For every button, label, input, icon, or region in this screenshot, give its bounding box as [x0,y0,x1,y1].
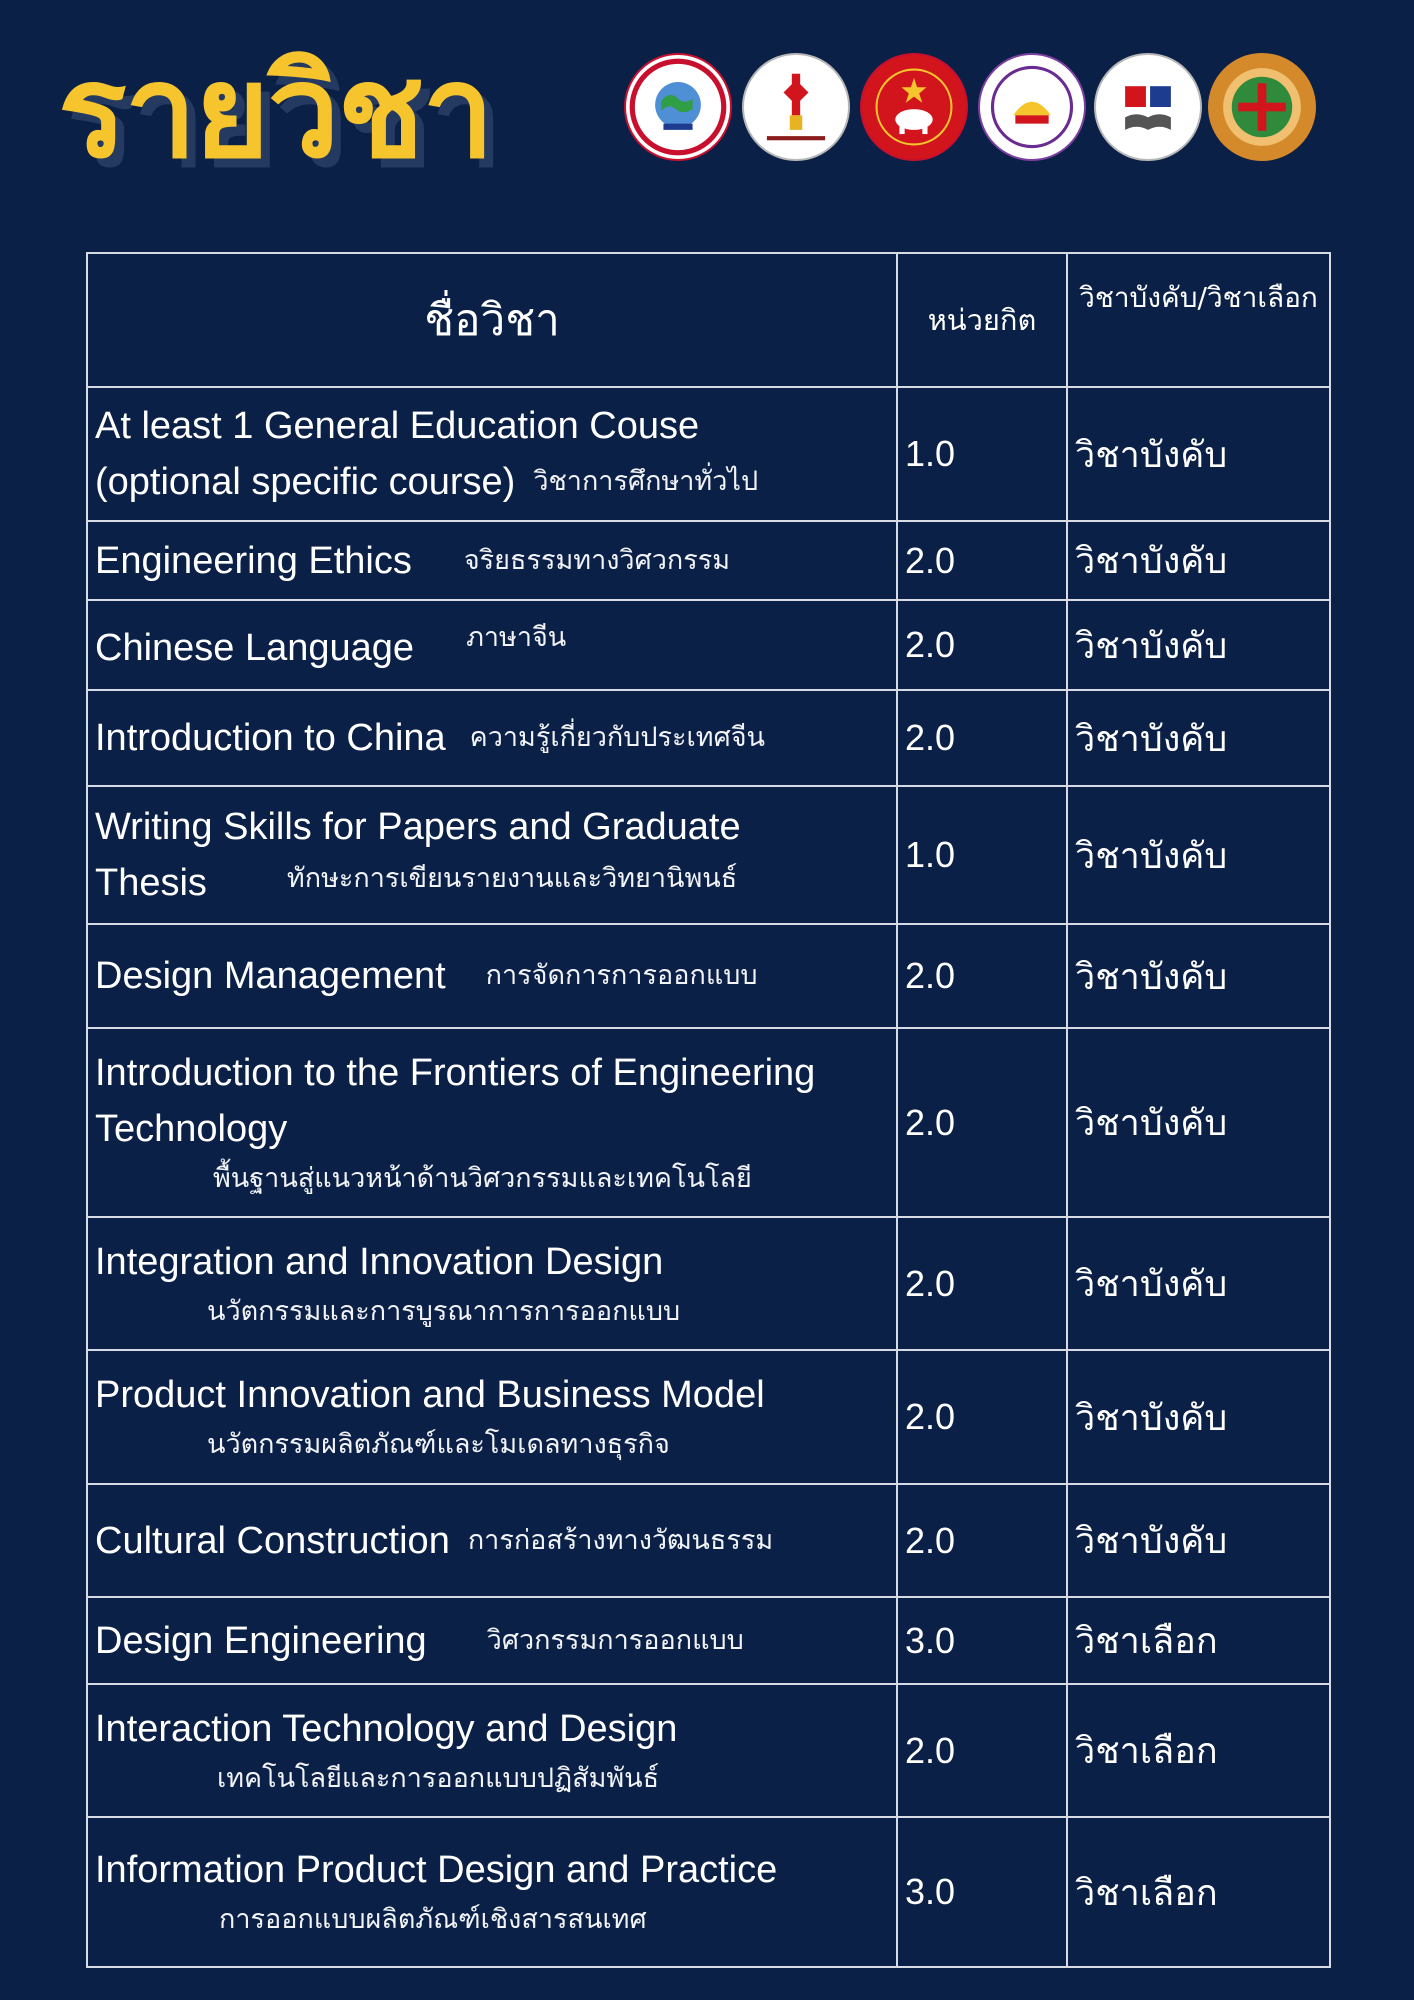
table-row [87,521,1330,600]
course-name-en: Engineering Ethics [95,539,412,582]
course-name-cell [87,387,897,521]
table-row [87,1028,1330,1217]
credits-cell: 3.0 [897,1597,1067,1684]
table-header-row [87,253,1330,387]
course-name-en: At least 1 General Education Couse [95,405,700,447]
course-type-cell: วิชาบังคับ [1067,1350,1330,1484]
course-name-cell [87,1028,897,1217]
course-name-en: Introduction to the Frontiers of Engineering [95,1051,816,1094]
course-name-th: จริยธรรมทางวิศวกรรม [463,544,731,576]
credits-cell: 2.0 [897,924,1067,1028]
course-name-cell [87,1350,897,1484]
table-row [87,387,1330,521]
course-name-cell [87,1817,897,1967]
course-name-cell [87,600,897,690]
credits-cell: 1.0 [897,387,1067,521]
course-name-th: พื้นฐานสู่แนวหน้าด้านวิศวกรรมและเทคโนโลยี [213,1162,752,1194]
course-name-th: การออกแบบผลิตภัณฑ์เชิงสารสนเทศ [219,1904,647,1935]
course-type-cell: วิชาบังคับ [1067,1484,1330,1597]
table-row [87,600,1330,690]
credits-cell: 2.0 [897,1684,1067,1817]
course-name-en: Introduction to China [95,717,446,759]
logo-thai-china-education-group [742,53,850,161]
course-name-th: เทคโนโลยีและการออกแบบปฏิสัมพันธ์ [217,1762,660,1794]
table-row [87,1217,1330,1350]
course-name-cell [87,690,897,786]
course-name-en: (optional specific course) [95,461,516,503]
course-name-th: ภาษาจีน [466,621,567,653]
course-name-en: Technology [95,1107,288,1150]
course-name-cell [87,1484,897,1597]
course-name-en: Thesis [95,862,207,904]
header-course-name: ชื่อวิชา [87,253,897,387]
credits-cell: 1.0 [897,786,1067,924]
course-name-cell [87,1684,897,1817]
table-row [87,786,1330,924]
logo-school-emblem [1094,53,1202,161]
header-credits: หน่วยกิต [897,253,1067,387]
course-type-cell: วิชาบังคับ [1067,387,1330,521]
course-name-cell [87,924,897,1028]
table-row [87,1817,1330,1967]
header-course-type: วิชาบังคับ/วิชาเลือก [1067,253,1330,387]
credits-cell: 2.0 [897,1484,1067,1597]
course-name-cell [87,786,897,924]
course-type-cell: วิชาเลือก [1067,1597,1330,1684]
course-name-en: Cultural Construction [95,1519,450,1562]
course-type-cell: วิชาบังคับ [1067,690,1330,786]
page-title: รายวิชา [58,38,493,187]
course-name-th: การก่อสร้างทางวัฒนธรรม [467,1524,774,1556]
table-row [87,1350,1330,1484]
logo-gear-emblem [1208,53,1316,161]
table-row [87,1684,1330,1817]
course-name-en: Design Engineering [95,1619,427,1662]
logo-elephant-association [860,53,968,161]
course-type-cell: วิชาบังคับ [1067,1028,1330,1217]
course-name-en: Information Product Design and Practice [95,1849,778,1891]
table-row [87,924,1330,1028]
credits-cell: 2.0 [897,1217,1067,1350]
course-type-cell: วิชาบังคับ [1067,1217,1330,1350]
course-type-cell: วิชาบังคับ [1067,521,1330,600]
credits-cell: 3.0 [897,1817,1067,1967]
course-table [86,252,1331,1968]
table-row [87,1597,1330,1684]
course-name-cell [87,521,897,600]
course-type-cell: วิชาบังคับ [1067,786,1330,924]
table-row [87,690,1330,786]
credits-cell: 2.0 [897,690,1067,786]
course-name-th: นวัตกรรมและการบูรณาการการออกแบบ [207,1295,681,1327]
course-name-en: Design Management [95,955,446,997]
table-row [87,1484,1330,1597]
course-name-en: Integration and Innovation Design [95,1240,664,1283]
course-name-th: ทักษะการเขียนรายงานและวิทยานิพนธ์ [286,863,738,894]
logo-thai-chinese-commerce-association [978,53,1086,161]
course-type-cell: วิชาบังคับ [1067,924,1330,1028]
course-name-th: ความรู้เกี่ยวกับประเทศจีน [469,722,765,753]
credits-cell: 2.0 [897,1028,1067,1217]
logo-thai-alumni-association [624,53,732,161]
course-type-cell: วิชาบังคับ [1067,600,1330,690]
course-name-cell [87,1597,897,1684]
course-name-en: Product Innovation and Business Model [95,1374,765,1416]
credits-cell: 2.0 [897,600,1067,690]
course-type-cell: วิชาเลือก [1067,1684,1330,1817]
course-name-en: Chinese Language [95,626,415,669]
course-name-th: การจัดการการออกแบบ [485,960,758,991]
credits-cell: 2.0 [897,521,1067,600]
course-name-en: Writing Skills for Papers and Graduate [95,806,741,848]
credits-cell: 2.0 [897,1350,1067,1484]
course-name-th: วิศวกรรมการออกแบบ [486,1624,744,1656]
course-name-th: วิชาการศึกษาทั่วไป [533,466,759,497]
course-name-en: Interaction Technology and Design [95,1707,678,1750]
course-type-cell: วิชาเลือก [1067,1817,1330,1967]
course-name-cell [87,1217,897,1350]
course-name-th: นวัตกรรมผลิตภัณฑ์และโมเดลทางธุรกิจ [207,1429,670,1460]
